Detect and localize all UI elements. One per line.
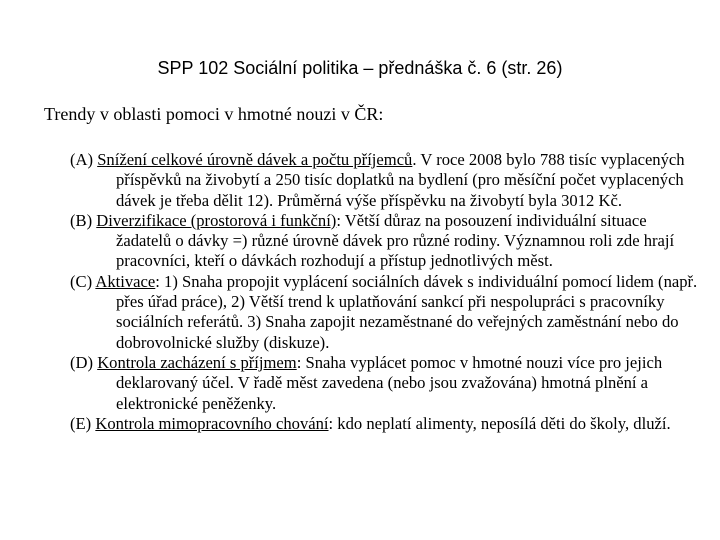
trend-item-text: : kdo neplatí alimenty, neposílá děti do školy, dluží. — [328, 413, 671, 433]
trend-item-text: : 1) Snaha propojit vyplácení sociálních dávek s individuální pomocí lidem (např. přes úřad práce), 2) Větší trend k uplatňování sankcí při nespolupráci s pracovníky sociálních referátů. 3) Snaha zapojit nezaměstnané do veřejných zaměstnání nebo do dobrovolnické služby (diskuze). — [116, 271, 698, 352]
trend-item-prefix: (E) — [70, 413, 96, 433]
trend-item-term: Aktivace — [95, 271, 156, 291]
trend-item-term: Kontrola mimopracovního chování — [95, 413, 329, 433]
trend-item-term: Kontrola zacházení s příjmem — [97, 352, 297, 372]
trend-item-term: Diverzifikace (prostorová i funkční) — [96, 210, 337, 230]
trend-item-term: Snížení celkové úrovně dávek a počtu příjemců — [97, 150, 413, 169]
trend-item-prefix: (A) — [70, 150, 98, 169]
slide-title: SPP 102 Sociální politika – přednáška č. 6 (str. 26) — [157, 58, 563, 78]
trend-item-a — [70, 150, 700, 211]
trend-list — [70, 150, 700, 434]
trend-item-prefix: (C) — [70, 271, 96, 291]
trend-item-text: : Větší důraz na posouzení individuální situace žadatelů o dávky =) různé úrovně dávek pro různé rodiny. Významnou roli zde hrají pracovníci, kteří o dávkách rozhodují a přístup jednotlivých měst. — [116, 210, 675, 271]
trend-item-e — [70, 414, 700, 434]
trend-item-prefix: (D) — [70, 352, 98, 372]
trend-item-prefix: (B) — [70, 210, 97, 230]
trend-item-text: : Snaha vyplácet pomoc v hmotné nouzi více pro jejich deklarovaný účel. V řadě měst zavedena (nebo jsou zvažována) hmotná plnění a elektronické peněženky. — [116, 352, 663, 413]
slide-subtitle: Trendy v oblasti pomoci v hmotné nouzi v ČR: — [44, 104, 384, 124]
trend-item-text: . V roce 2008 bylo 788 tisíc vyplacených příspěvků na živobytí a 250 tisíc doplatků na bydlení (pro měsíční počet vyplacených dávek je třeba dělit 12). Průměrná výše příspěvku na živobytí byla 3012 Kč. — [116, 150, 685, 210]
trend-item-c — [70, 272, 700, 353]
trend-item-d — [70, 353, 700, 414]
trend-item-b — [70, 211, 700, 272]
